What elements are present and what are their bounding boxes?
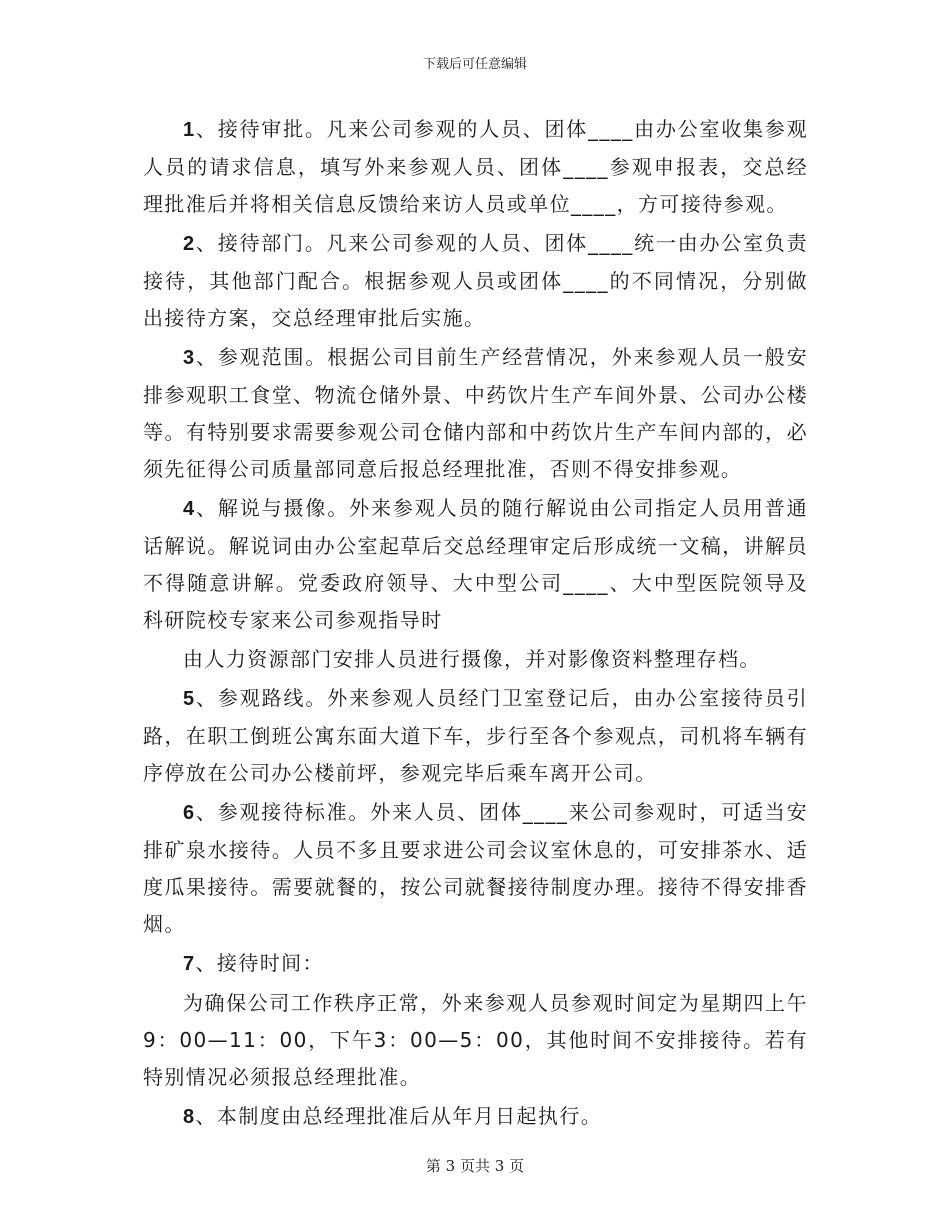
clause-text: 、接待审批。凡来公司参观的人员、团体____由办公室收集参观人员的请求信息，填写外来参观人员、团体____参观申报表，交总经理批准后并将相关信息反馈给来访人员或单位____，方可接待参观。 [143, 117, 808, 216]
clause-6 [143, 794, 808, 943]
clause-number: 1 [183, 119, 196, 141]
clause-number: 3 [183, 347, 196, 369]
clause-5 [143, 680, 808, 792]
clause-text: 、接待时间： [195, 951, 324, 975]
clause-text: 、参观路线。外来参观人员经门卫室登记后，由办公室接待员引路，在职工倒班公寓东面大道下车，步行至各个参观点，司机将车辆有序停放在公司办公楼前坪，参观完毕后乘车离开公司。 [143, 686, 808, 785]
clause-7-detail [143, 985, 808, 1096]
clause-1 [143, 111, 808, 223]
clause-7 [143, 945, 808, 983]
clause-8 [143, 1098, 808, 1136]
clause-text: 、接待部门。凡来公司参观的人员、团体____统一由办公室负责接待，其他部门配合。根据参观人员或团体____的不同情况，分别做出接待方案，交总经理审批后实施。 [143, 231, 808, 330]
clause-2 [143, 225, 808, 337]
clause-number: 8 [183, 1106, 196, 1128]
clause-text: 、本制度由总经理批准后从年月日起执行。 [195, 1104, 603, 1128]
clause-number: 6 [183, 802, 196, 824]
clause-4-continued [143, 641, 808, 678]
clause-number: 7 [183, 953, 196, 975]
clause-number: 5 [183, 688, 196, 710]
clause-number: 4 [183, 498, 196, 520]
clause-text: 由人力资源部门安排人员进行摄像，并对影像资料整理存档。 [183, 647, 761, 671]
document-body [143, 111, 808, 1138]
clause-number: 2 [183, 233, 196, 255]
clause-3 [143, 339, 808, 488]
page-footer: 第 3 页共 3 页 [425, 1157, 525, 1175]
page-header: 下载后可任意编辑 [422, 57, 527, 72]
clause-text: 、参观范围。根据公司目前生产经营情况，外来参观人员一般安排参观职工食堂、物流仓储外景、中药饮片生产车间外景、公司办公楼等。有特别要求需要参观公司仓储内部和中药饮片生产车间内部的，必须先征得公司质量部同意后报总经理批准，否则不得安排参观。 [143, 345, 808, 481]
clause-text: 、解说与摄像。外来参观人员的随行解说由公司指定人员用普通话解说。解说词由办公室起草后交总经理审定后形成统一文稿，讲解员不得随意讲解。党委政府领导、大中型公司____、大中型医院领导及科研院校专家来公司参观指导时 [143, 496, 808, 632]
clause-text: 、参观接待标准。外来人员、团体____来公司参观时，可适当安排矿泉水接待。人员不多且要求进公司会议室休息的，可安排茶水、适度瓜果接待。需要就餐的，按公司就餐接待制度办理。接待不得安排香烟。 [143, 800, 808, 936]
clause-4 [143, 490, 808, 639]
clause-text: 为确保公司工作秩序正常，外来参观人员参观时间定为星期四上午9：00—11：00，下午3：00—5：00，其他时间不安排接待。若有特别情况必须报总经理批准。 [143, 991, 808, 1089]
